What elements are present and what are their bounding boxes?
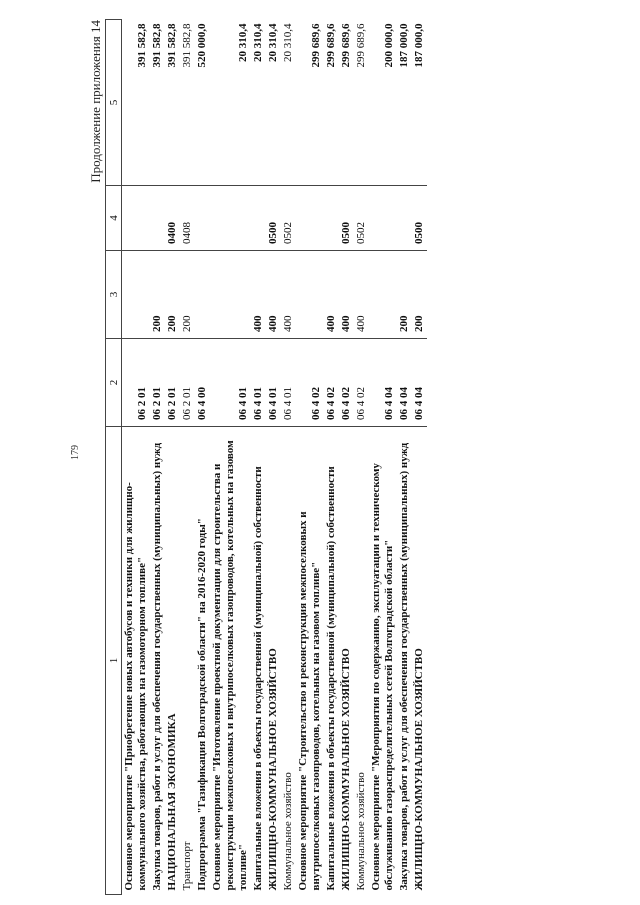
- table-row: [369, 20, 397, 895]
- row-name: Закупка товаров, работ и услуг для обеспечения государственных (муниципальных) нужд: [151, 442, 163, 891]
- row-target-article-code: 06 4 01: [251, 339, 266, 427]
- row-target-article-code: 06 4 02: [324, 339, 339, 427]
- row-name: Основное мероприятие "Изготовление проектной документации для строительства и реконструкции межпоселковых и внутрипоселковых газопроводов, котельных на газовом топливе": [211, 440, 249, 891]
- row-target-article-code: 06 4 01: [266, 339, 281, 427]
- row-target-article-code: 06 4 04: [397, 339, 412, 427]
- row-expense-type-code: 400: [251, 251, 266, 339]
- row-name: ЖИЛИЩНО-КОММУНАЛЬНОЕ ХОЗЯЙСТВО: [413, 648, 425, 891]
- table-row: [397, 20, 412, 895]
- row-name: Транспорт: [181, 841, 193, 891]
- row-section-code: 0502: [281, 186, 296, 251]
- row-name: Основное мероприятие "Приобретение новых автобусов и техники для жилищно-коммунального хозяйства, работающих на газомоторном топливе": [123, 482, 148, 891]
- row-section-code: 0408: [180, 186, 195, 251]
- budget-table: [105, 19, 427, 895]
- header-col-1: 1: [106, 427, 122, 895]
- row-amount: 391 582,8: [180, 20, 195, 186]
- row-expense-type-code: 200: [180, 251, 195, 339]
- page-number: 179: [70, 445, 81, 460]
- row-amount: 391 582,8: [150, 20, 165, 186]
- row-name: Коммунальное хозяйство: [282, 772, 294, 891]
- row-expense-type-code: [210, 251, 251, 339]
- row-section-code: [210, 186, 251, 251]
- row-target-article-code: 06 4 02: [296, 339, 324, 427]
- row-expense-type-code: [369, 251, 397, 339]
- row-section-code: 0500: [266, 186, 281, 251]
- row-section-code: 0500: [339, 186, 354, 251]
- row-amount: 299 689,6: [296, 20, 324, 186]
- row-target-article-code: 06 2 01: [122, 339, 151, 427]
- row-name: НАЦИОНАЛЬНАЯ ЭКОНОМИКА: [166, 713, 178, 891]
- row-amount: 187 000,0: [397, 20, 412, 186]
- row-section-code: 0502: [354, 186, 369, 251]
- table-row: [122, 20, 151, 895]
- row-target-article-code: 06 4 02: [339, 339, 354, 427]
- row-target-article-code: 06 2 01: [165, 339, 180, 427]
- row-amount: 187 000,0: [412, 20, 427, 186]
- row-expense-type-code: 400: [281, 251, 296, 339]
- row-name: Основное мероприятие "Строительство и реконструкция межпоселковых и внутрипоселковых газопроводов, котельных на газовом топливе": [297, 511, 322, 891]
- row-section-code: [397, 186, 412, 251]
- row-amount: 20 310,4: [251, 20, 266, 186]
- row-expense-type-code: [296, 251, 324, 339]
- header-col-4: 4: [106, 186, 122, 251]
- row-expense-type-code: 400: [324, 251, 339, 339]
- row-amount: 200 000,0: [369, 20, 397, 186]
- row-expense-type-code: 200: [412, 251, 427, 339]
- row-section-code: [195, 186, 210, 251]
- row-name: Основное мероприятие "Мероприятия по содержанию, эксплуатации и техническому обслуживанию газораспределительных сетей Волгоградской области": [370, 463, 395, 891]
- row-target-article-code: 06 4 01: [210, 339, 251, 427]
- row-name: Подпрограмма "Газификация Волгоградской области" на 2016-2020 годы": [196, 518, 208, 891]
- table-row: [165, 20, 180, 895]
- row-amount: 391 582,8: [122, 20, 151, 186]
- row-target-article-code: 06 2 01: [180, 339, 195, 427]
- row-name: Капитальные вложения в объекты государственной (муниципальной) собственности: [252, 466, 264, 891]
- row-section-code: [122, 186, 151, 251]
- row-name: ЖИЛИЩНО-КОММУНАЛЬНОЕ ХОЗЯЙСТВО: [340, 648, 352, 891]
- table-row: [354, 20, 369, 895]
- row-amount: 391 582,8: [165, 20, 180, 186]
- table-row: [266, 20, 281, 895]
- row-target-article-code: 06 4 01: [281, 339, 296, 427]
- row-amount: 299 689,6: [324, 20, 339, 186]
- row-section-code: [296, 186, 324, 251]
- table-row: [412, 20, 427, 895]
- row-amount: 520 000,0: [195, 20, 210, 186]
- row-target-article-code: 06 4 04: [369, 339, 397, 427]
- row-section-code: 0400: [165, 186, 180, 251]
- row-name: Капитальные вложения в объекты государственной (муниципальной) собственности: [325, 466, 337, 891]
- table-header-row: [106, 20, 122, 895]
- rotated-landscape-content: [10, 10, 610, 895]
- budget-table-area: [105, 10, 427, 895]
- header-col-3: 3: [106, 251, 122, 339]
- row-section-code: [251, 186, 266, 251]
- row-amount: 299 689,6: [339, 20, 354, 186]
- table-row: [281, 20, 296, 895]
- row-section-code: [369, 186, 397, 251]
- row-section-code: [150, 186, 165, 251]
- row-expense-type-code: [122, 251, 151, 339]
- row-expense-type-code: 200: [397, 251, 412, 339]
- row-amount: 299 689,6: [354, 20, 369, 186]
- row-amount: 20 310,4: [266, 20, 281, 186]
- table-row: [195, 20, 210, 895]
- row-section-code: [324, 186, 339, 251]
- row-expense-type-code: 400: [354, 251, 369, 339]
- row-name: ЖИЛИЩНО-КОММУНАЛЬНОЕ ХОЗЯЙСТВО: [267, 648, 279, 891]
- table-row: [180, 20, 195, 895]
- row-expense-type-code: 200: [150, 251, 165, 339]
- table-row: [324, 20, 339, 895]
- header-col-2: 2: [106, 339, 122, 427]
- row-target-article-code: 06 4 02: [354, 339, 369, 427]
- continuation-note: Продолжение приложения 14: [88, 20, 103, 183]
- table-row: [339, 20, 354, 895]
- table-row: [296, 20, 324, 895]
- table-body: [122, 20, 428, 895]
- row-target-article-code: 06 2 01: [150, 339, 165, 427]
- row-expense-type-code: 400: [339, 251, 354, 339]
- header-col-5: 5: [106, 20, 122, 186]
- row-amount: 20 310,4: [281, 20, 296, 186]
- table-row: [210, 20, 251, 895]
- table-row: [150, 20, 165, 895]
- row-target-article-code: 06 4 04: [412, 339, 427, 427]
- row-section-code: 0500: [412, 186, 427, 251]
- row-expense-type-code: 400: [266, 251, 281, 339]
- row-target-article-code: 06 4 00: [195, 339, 210, 427]
- row-expense-type-code: 200: [165, 251, 180, 339]
- row-expense-type-code: [195, 251, 210, 339]
- row-amount: 20 310,4: [210, 20, 251, 186]
- table-row: [251, 20, 266, 895]
- row-name: Коммунальное хозяйство: [355, 772, 367, 891]
- row-name: Закупка товаров, работ и услуг для обеспечения государственных (муниципальных) нужд: [398, 442, 410, 891]
